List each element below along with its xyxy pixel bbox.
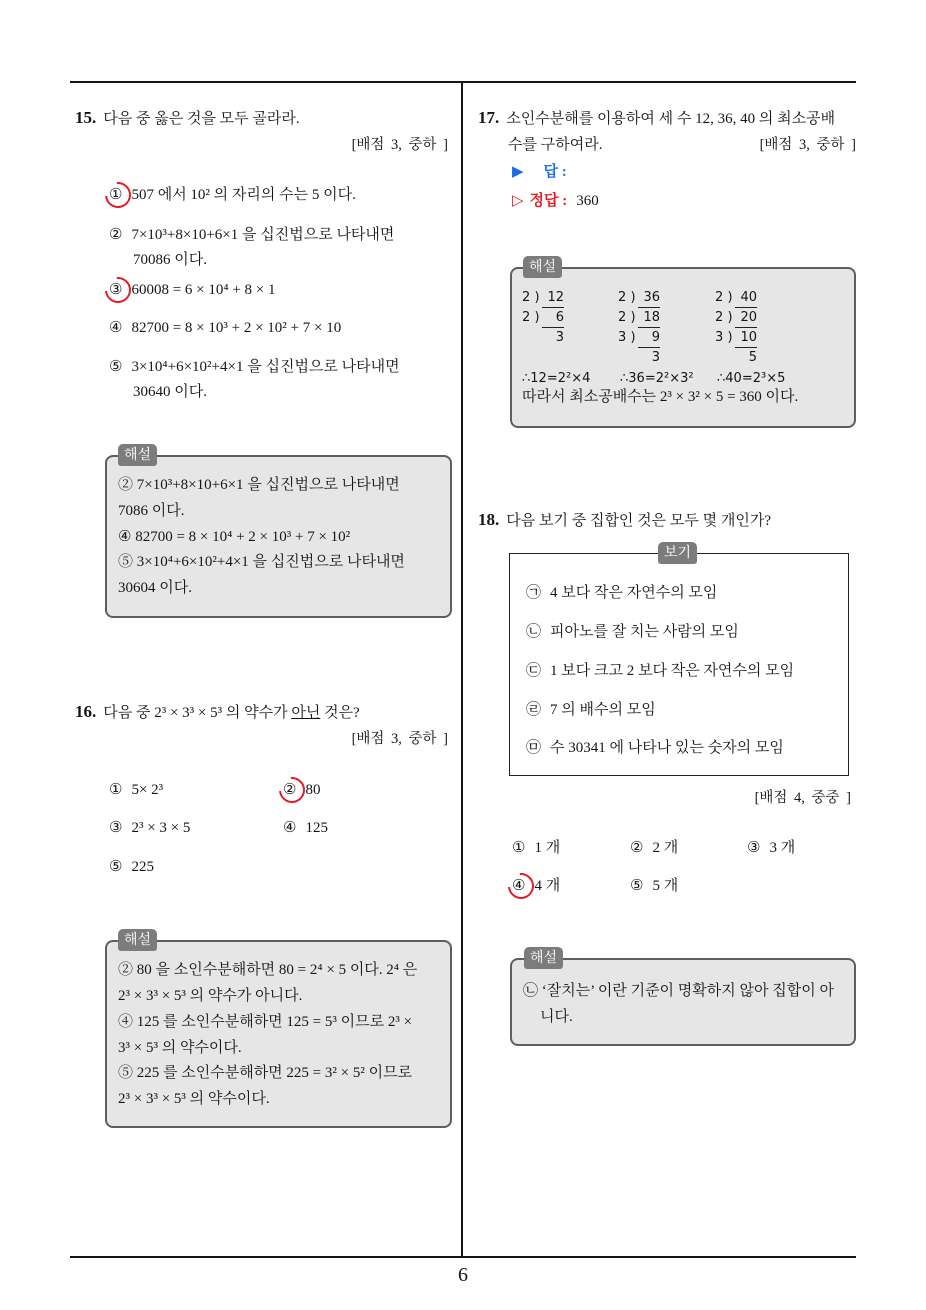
bottom-rule — [70, 1256, 856, 1258]
correct-answer-value: 360 — [576, 193, 599, 209]
question-prompt-emphasis: 아닌 — [291, 705, 321, 721]
correct-answer-line — [512, 191, 599, 211]
answer-circle-icon — [100, 177, 137, 214]
conclusion-text: ∴12=2²×4 — [522, 371, 591, 386]
ladder-bracket: ) — [534, 310, 540, 325]
ladder-row — [618, 288, 660, 308]
bogi-text: 1 보다 크고 2 보다 작은 자연수의 모임 — [550, 663, 795, 679]
option-5 — [630, 876, 678, 896]
bogi-item — [526, 622, 739, 642]
ladder-row — [618, 308, 660, 328]
bogi-text: 수 30341 에 나타나 있는 숫자의 모임 — [550, 740, 784, 756]
bogi-item — [526, 738, 784, 758]
score-label: [배점 3, 중하 ] — [351, 731, 448, 747]
question-prompt: 소인수분해를 이용하여 세 수 12, 36, 40 의 최소공배 — [506, 111, 836, 127]
option-2 — [630, 838, 678, 858]
ladder-divisor: 2 — [522, 310, 531, 325]
question-prompt-end: 것은? — [320, 705, 360, 721]
question-prompt: 다음 중 2³ × 3³ × 5³ 의 약수가 — [103, 705, 292, 721]
option-text: 507 에서 10² 의 자리의 수는 5 이다. — [131, 187, 356, 203]
play-triangle-icon: ▶ — [512, 164, 524, 180]
ladder-divisor: 2 — [618, 290, 627, 305]
question-15-title — [75, 108, 300, 129]
ladder-row — [618, 348, 660, 368]
bogi-text: 피아노를 잘 치는 사람의 모임 — [550, 624, 739, 640]
ladder-divisor: 3 — [618, 330, 627, 345]
top-rule — [70, 81, 856, 83]
explanation-line: 3³ × 5³ 의 약수이다. — [118, 1040, 242, 1056]
score-label: [배점 3, 중하 ] — [351, 137, 448, 153]
explanation-line: ② 80 을 소인수분해하면 80 = 2⁴ × 5 이다. 2⁴ 은 — [118, 962, 418, 978]
option-1 — [109, 185, 356, 205]
answer-circle-icon — [503, 868, 540, 905]
option-marker: ⑤ — [630, 878, 644, 894]
option-3 — [747, 838, 795, 858]
explanation-line: ⑤ 225 를 소인수분해하면 225 = 3² × 5² 이므로 — [118, 1065, 413, 1081]
ladder-quotient: 3 — [651, 350, 660, 365]
explanation-line: ② 7×10³+8×10+6×1 을 십진법으로 나타내면 — [118, 477, 400, 493]
bogi-marker: ㉢ — [526, 663, 542, 679]
explanation-line: 7086 이다. — [118, 503, 185, 519]
question-number: 16. — [75, 702, 97, 721]
ladder-dividend: 18 — [638, 308, 660, 328]
ladder-divisor: 2 — [618, 310, 627, 325]
ladder-division-36 — [618, 288, 660, 368]
bogi-marker: ㉡ — [526, 624, 542, 640]
option-4 — [109, 318, 341, 338]
page-number: 6 — [458, 1264, 468, 1286]
option-text: 5× 2³ — [131, 782, 164, 798]
question-number: 15. — [75, 108, 97, 127]
bogi-text: 4 보다 작은 자연수의 모임 — [550, 585, 718, 601]
ladder-row — [715, 308, 757, 328]
conclusion-text: ∴40=2³×5 — [717, 371, 786, 386]
bogi-item — [526, 661, 794, 681]
bogi-marker: ㉣ — [526, 702, 542, 718]
option-text: 4 개 — [534, 878, 561, 894]
bogi-marker: ㉠ — [526, 585, 542, 601]
answer-line — [512, 162, 567, 182]
option-marker: ② — [283, 782, 297, 798]
option-text: 3 개 — [769, 840, 796, 856]
ladder-bracket: ) — [727, 310, 733, 325]
option-5 — [109, 857, 154, 877]
explanation-line: ④ 125 를 소인수분해하면 125 = 5³ 이므로 2³ × — [118, 1014, 413, 1030]
option-2 — [109, 225, 394, 245]
explanation-line: ㉡ ‘잘치는’ 이란 기준이 명확하지 않아 집합이 아 — [523, 983, 834, 999]
option-marker: ① — [109, 187, 123, 203]
option-text: 225 — [131, 859, 154, 875]
column-divider — [461, 82, 463, 1258]
explanation-line: ④ 82700 = 8 × 10⁴ + 2 × 10³ + 7 × 10² — [118, 529, 351, 545]
ladder-bracket: ) — [630, 310, 636, 325]
ladder-divisor: 2 — [522, 290, 531, 305]
explanation-line: ⑤ 3×10⁴+6×10²+4×1 을 십진법으로 나타내면 — [118, 554, 405, 570]
option-text: 5 개 — [652, 878, 679, 894]
option-5 — [109, 357, 400, 377]
ladder-bracket: ) — [630, 290, 636, 305]
explanation-line: 2³ × 3³ × 5³ 의 약수이다. — [118, 1091, 270, 1107]
explanation-tab: 해설 — [118, 444, 157, 466]
option-1 — [512, 838, 560, 858]
option-marker: ② — [109, 227, 123, 243]
option-marker: ④ — [109, 320, 123, 336]
ladder-division-12 — [522, 288, 564, 348]
option-text: 2 개 — [652, 840, 679, 856]
option-marker: ④ — [512, 878, 526, 894]
score-label: [배점 3, 중하 ] — [759, 137, 856, 153]
explanation-box — [510, 958, 856, 1046]
option-text: 3×10⁴+6×10²+4×1 을 십진법으로 나타내면 — [131, 359, 400, 375]
explanation-line: 2³ × 3³ × 5³ 의 약수가 아니다. — [118, 988, 303, 1004]
option-marker: ① — [512, 840, 526, 856]
ladder-dividend: 6 — [542, 308, 564, 328]
option-marker: ⑤ — [109, 859, 123, 875]
answer-label: 답 : — [543, 164, 567, 180]
option-text: 125 — [305, 820, 328, 836]
conclusion-text: ∴36=2²×3² — [620, 371, 694, 386]
score-label: [배점 4, 중중 ] — [754, 790, 851, 806]
ladder-row — [522, 308, 564, 328]
summary-text: 따라서 최소공배수는 2³ × 3² × 5 = 360 이다. — [522, 389, 799, 405]
ladder-row — [618, 328, 660, 348]
ladder-dividend: 36 — [638, 288, 660, 308]
option-text: 7×10³+8×10+6×1 을 십진법으로 나타내면 — [131, 227, 395, 243]
option-marker: ③ — [747, 840, 761, 856]
ladder-row — [715, 288, 757, 308]
question-number: 18. — [478, 510, 500, 529]
question-17-title — [478, 108, 835, 129]
option-3 — [109, 818, 190, 838]
option-text-continued: 30640 이다. — [133, 384, 207, 400]
ladder-quotient: 5 — [748, 350, 757, 365]
ladder-dividend: 10 — [735, 328, 757, 348]
ladder-dividend: 12 — [542, 288, 564, 308]
option-text-continued: 70086 이다. — [133, 252, 207, 268]
ladder-divisor: 2 — [715, 290, 724, 305]
question-number: 17. — [478, 108, 500, 127]
answer-circle-icon — [274, 772, 311, 809]
ladder-row — [522, 288, 564, 308]
option-4 — [283, 818, 328, 838]
ladder-bracket: ) — [727, 290, 733, 305]
bogi-item — [526, 700, 656, 720]
ladder-row — [715, 348, 757, 368]
question-18-title — [478, 510, 771, 531]
explanation-line: 니다. — [540, 1009, 573, 1025]
explanation-tab: 해설 — [524, 947, 563, 969]
ladder-dividend: 20 — [735, 308, 757, 328]
ladder-divisor: 2 — [715, 310, 724, 325]
ladder-row — [715, 328, 757, 348]
option-text: 82700 = 8 × 10³ + 2 × 10² + 7 × 10 — [131, 320, 342, 336]
explanation-tab: 해설 — [118, 929, 157, 951]
option-text: 2³ × 3 × 5 — [131, 820, 191, 836]
option-marker: ④ — [283, 820, 297, 836]
ladder-division-40 — [715, 288, 757, 368]
ladder-row — [522, 328, 564, 348]
option-marker: ① — [109, 782, 123, 798]
option-marker: ② — [630, 840, 644, 856]
option-marker: ③ — [109, 820, 123, 836]
explanation-tab: 해설 — [523, 256, 562, 278]
question-prompt: 다음 중 옳은 것을 모두 골라라. — [103, 111, 300, 127]
option-marker: ③ — [109, 282, 123, 298]
option-text: 1 개 — [534, 840, 561, 856]
correct-answer-label: 정답 : — [529, 193, 568, 209]
bogi-text: 7 의 배수의 모임 — [550, 702, 656, 718]
bogi-item — [526, 583, 717, 603]
ladder-bracket: ) — [534, 290, 540, 305]
ladder-quotient: 3 — [555, 330, 564, 345]
explanation-line: 30604 이다. — [118, 580, 192, 596]
ladder-divisor: 3 — [715, 330, 724, 345]
ladder-dividend: 40 — [735, 288, 757, 308]
bogi-tab: 보기 — [658, 542, 697, 564]
ladder-bracket: ) — [727, 330, 733, 345]
question-prompt: 다음 보기 중 집합인 것은 모두 몇 개인가? — [506, 513, 771, 529]
ladder-bracket: ) — [630, 330, 636, 345]
option-text: 80 — [305, 782, 321, 798]
option-1 — [109, 780, 163, 800]
question-16-title — [75, 702, 360, 723]
option-text: 60008 = 6 × 10⁴ + 8 × 1 — [131, 282, 276, 298]
question-prompt-continued: 수를 구하여라. — [508, 137, 603, 153]
answer-circle-icon — [100, 272, 137, 309]
ladder-dividend: 9 — [638, 328, 660, 348]
option-3 — [109, 280, 276, 300]
bogi-marker: ㉤ — [526, 740, 542, 756]
outline-triangle-icon: ▷ — [512, 193, 524, 209]
option-marker: ⑤ — [109, 359, 123, 375]
